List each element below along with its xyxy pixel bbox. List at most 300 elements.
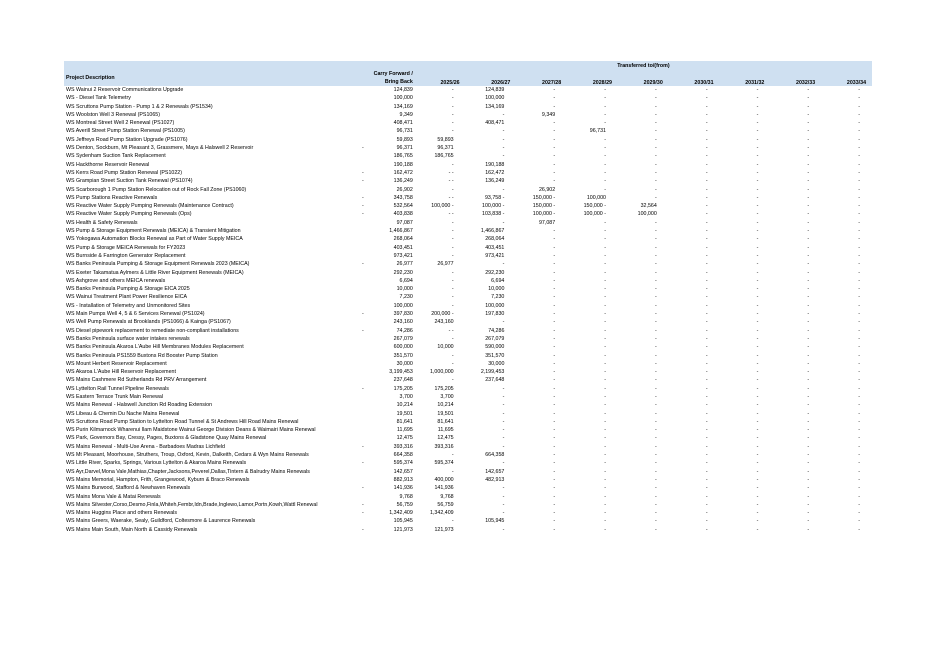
year-value-cell: - — [451, 360, 454, 367]
negative-marker: - — [362, 211, 364, 218]
negative-marker: - — [362, 327, 364, 334]
negative-marker: - — [362, 501, 364, 508]
year-value-cell: - — [756, 228, 759, 235]
negative-marker: - — [362, 145, 364, 152]
year-value-cell: - — [705, 178, 708, 185]
year-value-cell: - — [502, 319, 505, 326]
year-value-cell: - — [553, 427, 556, 434]
year-value-cell: - — [858, 252, 861, 259]
year-value-cell: - — [553, 476, 556, 483]
spreadsheet — [64, 61, 872, 534]
project-description-cell: WS Well Pump Renewals at Brooklands (PS1066) & Kainga (PS1067) — [66, 319, 231, 326]
year-value-cell: - — [858, 518, 861, 525]
carry-forward-cell — [364, 484, 415, 492]
table-row — [64, 277, 872, 285]
year-value-cell: - — [858, 277, 861, 284]
year-value-cell: - — [553, 103, 556, 110]
carry-forward-value: 100,000 — [393, 95, 413, 102]
year-value-cell: - — [502, 435, 505, 442]
year-value-cell: - — [756, 186, 759, 193]
year-value-cell: 19,501 — [437, 410, 454, 417]
carry-forward-value: 10,000 — [396, 286, 413, 293]
project-description-cell: WS Ashgrove and others MEICA renewals — [66, 277, 166, 284]
project-description-cell: WS Averill Street Pump Station Renewal (PS1005) — [66, 128, 185, 135]
year-value-cell: - — [553, 443, 556, 450]
carry-forward-value: 403,838 — [393, 211, 413, 218]
carry-forward-value: 393,316 — [393, 443, 413, 450]
carry-forward-value: 175,205 — [393, 385, 413, 392]
year-value-cell: - — [705, 111, 708, 118]
project-description-cell: WS Hackthorne Reservoir Renewal — [66, 161, 150, 168]
carry-forward-cell — [364, 202, 415, 210]
table-row — [64, 509, 872, 517]
year-value-cell: - — [502, 501, 505, 508]
table-row — [64, 418, 872, 426]
year-value-cell: - — [807, 476, 810, 483]
year-value-cell: - — [756, 194, 759, 201]
year-value-cell: - — [655, 120, 657, 127]
year-value-cell: - — [705, 169, 708, 176]
year-value-cell: - — [756, 252, 759, 259]
year-value-cell: - — [807, 128, 810, 135]
year-value-cell: - — [604, 145, 606, 152]
year-value-cell: - — [451, 161, 454, 168]
year-value-cell: - — [553, 393, 556, 400]
year-value-cell: - — [858, 435, 861, 442]
project-description-cell: WS Montreal Street Well 2 Renewal (PS1027) — [66, 120, 175, 127]
year-value-cell: - — [756, 120, 759, 127]
year-value-cell: - — [502, 410, 505, 417]
year-value-cell: - — [655, 526, 657, 533]
carry-forward-cell — [364, 385, 415, 393]
carry-forward-value: 97,087 — [396, 219, 413, 226]
year-value-cell: - — [756, 352, 759, 359]
year-value-cell: - — [858, 352, 861, 359]
year-value-cell: - — [756, 427, 759, 434]
year-value-cell: - — [604, 136, 606, 143]
year-value-cell: - — [604, 277, 606, 284]
year-value-cell: - — [604, 485, 606, 492]
negative-marker: - — [362, 385, 364, 392]
year-value-cell: - — [756, 244, 759, 251]
year-value-cell: - — [756, 311, 759, 318]
year-value-cell: - — [604, 302, 606, 309]
carry-forward-value: 268,064 — [393, 236, 413, 243]
year-value-cell: - — [807, 111, 810, 118]
project-description-cell: WS Reactive Water Supply Pumping Renewals (Maintenance Contract) — [66, 203, 234, 210]
carry-forward-value: 267,079 — [393, 335, 413, 342]
year-column-header: 2028/29 — [567, 70, 618, 86]
carry-forward-value: 186,765 — [393, 153, 413, 160]
year-value-cell: - — [655, 261, 657, 268]
year-value-cell: - — [705, 236, 708, 243]
year-value-cell: - — [451, 95, 454, 102]
negative-marker: - — [362, 203, 364, 210]
year-value-cell: - — [858, 302, 861, 309]
carry-forward-cell — [364, 144, 415, 152]
year-value-cell: - — [502, 418, 505, 425]
project-description-cell: WS Mains Renewal - Halswell Junction Rd Roading Extension — [66, 402, 213, 409]
year-value-cell: - — [705, 261, 708, 268]
year-value-cell: - — [655, 228, 657, 235]
year-value-cell: - — [655, 286, 657, 293]
year-value-cell: - — [705, 352, 708, 359]
year-value-cell: - — [756, 402, 759, 409]
carry-forward-value: 7,230 — [399, 294, 413, 301]
table-row — [64, 127, 872, 135]
year-value-cell: - — [807, 87, 810, 93]
year-value-cell: - — [807, 145, 810, 152]
year-value-cell: - — [553, 228, 556, 235]
negative-marker: - — [362, 526, 364, 533]
table-row — [64, 202, 872, 210]
year-value-cell: - — [655, 194, 657, 201]
year-value-cell: - — [604, 352, 606, 359]
carry-forward-value: 532,564 — [393, 203, 413, 210]
project-description-cell: WS Mains Cashmere Rd Sutherlands Rd PRV Arrangement — [66, 377, 207, 384]
year-value-cell: 175,205 — [434, 385, 454, 392]
year-value-cell: - — [502, 393, 505, 400]
year-value-cell: - — [451, 269, 454, 276]
year-value-cell: - — [553, 418, 556, 425]
table-row — [64, 318, 872, 326]
year-value-cell: - — [807, 95, 810, 102]
project-description-cell: WS Mains Memorial, Hampton, Frith, Grangewood, Kyburn & Braco Renewals — [66, 476, 250, 483]
year-value-cell: - — [756, 319, 759, 326]
year-value-cell: - — [604, 518, 606, 525]
year-value-cell: - — [451, 120, 454, 127]
year-value-cell: - — [655, 111, 657, 118]
year-value-cell: - — [807, 161, 810, 168]
year-value-cell: - — [705, 393, 708, 400]
carry-forward-cell — [364, 252, 415, 260]
year-value-cell: - — [502, 186, 505, 193]
year-value-cell: - — [655, 518, 657, 525]
year-value-cell: 105,945 — [485, 518, 505, 525]
year-value-cell: - - — [448, 178, 454, 185]
year-value-cell: - — [451, 128, 454, 135]
table-row — [64, 285, 872, 293]
year-value-cell: - — [807, 518, 810, 525]
year-value-cell: - — [655, 369, 657, 376]
year-value-cell: - — [553, 261, 556, 268]
year-value-cell: - - — [448, 169, 454, 176]
year-value-cell: - — [451, 352, 454, 359]
year-value-cell: - — [858, 319, 861, 326]
year-value-cell: - — [705, 228, 708, 235]
year-value-cell: - — [858, 410, 861, 417]
year-value-cell: 200,000 - — [431, 311, 454, 318]
year-value-cell: - — [858, 510, 861, 517]
year-value-cell: - — [756, 526, 759, 533]
year-value-cell: - — [705, 344, 708, 351]
table-row — [64, 119, 872, 127]
year-value-cell: - — [604, 468, 606, 475]
year-value-cell: - — [858, 427, 861, 434]
table-row — [64, 269, 872, 277]
project-description-cell: WS Grampian Street Suction Tank Renewal (PS1074) — [66, 178, 193, 185]
year-value-cell: - — [705, 103, 708, 110]
year-value-cell: - — [807, 294, 810, 301]
year-value-cell: - — [756, 203, 759, 210]
year-value-cell: - — [807, 369, 810, 376]
project-description-cell: WS Libeau & Chemin Du Nache Mains Renewal — [66, 410, 180, 417]
negative-marker: - — [362, 194, 364, 201]
carry-forward-value: 343,758 — [393, 194, 413, 201]
table-row — [64, 194, 872, 202]
table-row — [64, 385, 872, 393]
year-value-cell: - — [705, 311, 708, 318]
header-row-group — [64, 61, 872, 70]
year-value-cell: - — [858, 460, 861, 467]
table-row — [64, 327, 872, 335]
table-row — [64, 352, 872, 360]
carry-forward-value: 12,475 — [396, 435, 413, 442]
year-value-cell: - — [655, 435, 657, 442]
year-value-cell: - — [756, 153, 759, 160]
year-value-cell: - — [858, 286, 861, 293]
year-value-cell: - — [756, 501, 759, 508]
year-value-cell: - — [655, 95, 657, 102]
year-value-cell: - — [655, 136, 657, 143]
year-value-cell: - — [807, 277, 810, 284]
year-value-cell: - - — [448, 194, 454, 201]
table-row — [64, 434, 872, 442]
year-value-cell: - — [756, 145, 759, 152]
year-value-cell: - — [604, 319, 606, 326]
year-value-cell: - — [858, 526, 861, 533]
year-value-cell: - — [655, 186, 657, 193]
year-value-cell: 59,893 — [437, 136, 454, 143]
year-value-cell: - — [502, 385, 505, 392]
year-value-cell: - — [705, 418, 708, 425]
year-value-cell: - — [655, 493, 657, 500]
table-row — [64, 111, 872, 119]
carry-forward-value: 81,641 — [396, 418, 413, 425]
year-value-cell: - — [553, 501, 556, 508]
negative-marker: - — [362, 510, 364, 517]
carry-forward-value: 121,973 — [393, 526, 413, 533]
year-value-cell: 237,648 — [485, 377, 505, 384]
carry-forward-cell — [364, 152, 415, 160]
table-row — [64, 410, 872, 418]
year-value-cell: - — [502, 261, 505, 268]
table-row — [64, 468, 872, 476]
year-value-cell: - — [858, 344, 861, 351]
carry-forward-cell — [364, 360, 415, 368]
year-value-cell: - — [451, 277, 454, 284]
negative-marker: - — [362, 178, 364, 185]
project-description-cell: WS - Installation of Telemetry and Unmonitored Sites — [66, 302, 191, 309]
year-value-cell: - — [451, 294, 454, 301]
year-value-cell: - — [655, 277, 657, 284]
year-value-cell: 10,214 — [437, 402, 454, 409]
year-value-cell: - — [858, 211, 861, 218]
carry-forward-cell — [364, 352, 415, 360]
year-value-cell: - — [858, 194, 861, 201]
year-value-cell: - — [553, 178, 556, 185]
year-value-cell: - — [553, 335, 556, 342]
year-value-cell: - — [655, 485, 657, 492]
year-value-cell: - — [604, 269, 606, 276]
carry-forward-value: 19,501 — [396, 410, 413, 417]
year-value-cell: - — [604, 95, 606, 102]
year-value-cell: - — [807, 178, 810, 185]
negative-marker: - — [362, 311, 364, 318]
year-value-cell: - — [655, 410, 657, 417]
year-value-cell: 186,765 — [434, 153, 454, 160]
year-value-cell: - — [553, 526, 556, 533]
year-value-cell: - — [655, 169, 657, 176]
carry-forward-cell — [364, 476, 415, 484]
year-value-cell: - — [705, 485, 708, 492]
carry-forward-value: 141,936 — [393, 485, 413, 492]
year-value-cell: - — [553, 468, 556, 475]
carry-forward-value: 162,472 — [393, 169, 413, 176]
year-value-cell: - — [858, 385, 861, 392]
year-value-cell: - — [807, 319, 810, 326]
year-value-cell: - — [807, 311, 810, 318]
year-value-cell: - — [705, 518, 708, 525]
year-value-cell: - — [807, 169, 810, 176]
year-value-cell: - — [705, 327, 708, 334]
year-value-cell: - — [705, 244, 708, 251]
year-value-cell: - — [705, 128, 708, 135]
year-value-cell: - — [553, 518, 556, 525]
year-value-cell: - — [756, 385, 759, 392]
year-value-cell: - — [553, 460, 556, 467]
year-value-cell: 7,230 — [491, 294, 505, 301]
carry-forward-value: 397,830 — [393, 311, 413, 318]
year-value-cell: - — [553, 435, 556, 442]
carry-forward-value: 403,451 — [393, 244, 413, 251]
year-value-cell: 121,973 — [434, 526, 454, 533]
year-value-cell: - — [858, 485, 861, 492]
year-value-cell: - — [553, 286, 556, 293]
year-column-header: 2029/30 — [618, 70, 669, 86]
table-row — [64, 493, 872, 501]
year-value-cell: - — [604, 385, 606, 392]
table-row — [64, 426, 872, 434]
year-value-cell: - — [655, 510, 657, 517]
year-value-cell: 1,466,867 — [480, 228, 505, 235]
year-value-cell: - — [858, 468, 861, 475]
year-value-cell: 136,249 — [485, 178, 505, 185]
project-description-cell: WS Yokogawa Automation Blocks Renewal as Part of Water Supply MEICA — [66, 236, 243, 243]
year-value-cell: - — [553, 452, 556, 459]
year-value-cell: - — [553, 493, 556, 500]
project-description-cell: WS Kerrs Road Pump Station Renewal (PS1022) — [66, 169, 182, 176]
carry-forward-cell — [364, 401, 415, 409]
year-value-cell: - — [858, 111, 861, 118]
table-row — [64, 244, 872, 252]
year-value-cell: - — [705, 402, 708, 409]
year-value-cell: - — [705, 194, 708, 201]
year-value-cell: - — [705, 136, 708, 143]
project-description-cell: WS Wainui Treatment Plant Power Resilience EICA — [66, 294, 188, 301]
year-value-cell: - — [451, 252, 454, 259]
carry-forward-cell — [364, 244, 415, 252]
year-value-cell: 30,000 — [488, 360, 505, 367]
year-value-cell: - — [604, 219, 606, 226]
year-value-cell: 141,936 — [434, 485, 454, 492]
year-value-cell: - — [502, 402, 505, 409]
year-value-cell: - — [604, 526, 606, 533]
description-column-header: Project Description — [64, 70, 364, 86]
year-value-cell: 190,188 — [485, 161, 505, 168]
year-value-cell: - — [655, 252, 657, 259]
project-description-cell: WS Banks Peninsula Pumping & Storage EICA 2025 — [66, 286, 190, 293]
year-value-cell: - — [655, 360, 657, 367]
year-value-cell: - — [553, 161, 556, 168]
year-value-cell: - — [451, 518, 454, 525]
year-value-cell: - — [756, 211, 759, 218]
year-value-cell: - — [604, 120, 606, 127]
project-description-cell: WS Banks Peninsula surface water intakes renewals — [66, 335, 190, 342]
carry-forward-cell — [364, 434, 415, 442]
year-value-cell: - — [553, 510, 556, 517]
year-value-cell: - — [553, 95, 556, 102]
year-value-cell: - — [858, 393, 861, 400]
year-value-cell: - — [553, 360, 556, 367]
year-value-cell: - — [705, 377, 708, 384]
year-value-cell: 197,830 — [485, 311, 505, 318]
table-row — [64, 177, 872, 185]
table-row — [64, 144, 872, 152]
year-value-cell: 134,169 — [485, 103, 505, 110]
year-value-cell: - — [553, 136, 556, 143]
year-value-cell: - — [756, 128, 759, 135]
project-description-cell: WS Health & Safety Renewals — [66, 219, 138, 226]
year-value-cell: 100,000 - — [583, 211, 606, 218]
year-value-cell: - — [705, 252, 708, 259]
year-value-cell: - — [756, 327, 759, 334]
year-value-cell: - — [604, 360, 606, 367]
year-value-cell: - — [756, 377, 759, 384]
year-value-cell: - — [756, 261, 759, 268]
year-column-header: 2032/33 — [770, 70, 821, 86]
year-value-cell: - — [604, 294, 606, 301]
year-value-cell: - — [655, 427, 657, 434]
project-description-cell: WS Mains Greers, Waerake, Sealy, Guildford, Coltesmore & Laurence Renewals — [66, 518, 256, 525]
year-value-cell: - — [553, 402, 556, 409]
year-value-cell: 100,000 - — [482, 203, 505, 210]
carry-forward-cell — [364, 94, 415, 102]
year-value-cell: - — [756, 111, 759, 118]
project-description-cell: WS Scarborough 1 Pump Station Relocation out of Rock Fall Zone (PS1060) — [66, 186, 247, 193]
year-value-cell: 100,000 — [637, 211, 657, 218]
year-value-cell: - — [553, 244, 556, 251]
year-value-cell: - — [705, 510, 708, 517]
year-value-cell: - — [807, 526, 810, 533]
year-value-cell: 93,758 - — [484, 194, 505, 201]
year-value-cell: - — [451, 103, 454, 110]
year-value-cell: 162,472 — [485, 169, 505, 176]
carry-forward-value: 26,977 — [396, 261, 413, 268]
project-description-cell: WS Denton, Sockburn, Mt Pleasant 3, Grassmere, Mays & Halswell 2 Reservoir — [66, 145, 254, 152]
carry-forward-cell — [364, 468, 415, 476]
year-value-cell: - — [705, 87, 708, 93]
table-row — [64, 186, 872, 194]
year-value-cell: 56,759 — [437, 501, 454, 508]
year-value-cell: - — [604, 369, 606, 376]
year-value-cell: - — [604, 311, 606, 318]
year-value-cell: - — [705, 410, 708, 417]
year-value-cell: - — [705, 277, 708, 284]
year-value-cell: - — [655, 352, 657, 359]
project-description-cell: WS Park, Governors Bay, Cressy, Pages, Buxtons & Gladstone Quay Mains Renewal — [66, 435, 267, 442]
year-value-cell: - — [756, 294, 759, 301]
